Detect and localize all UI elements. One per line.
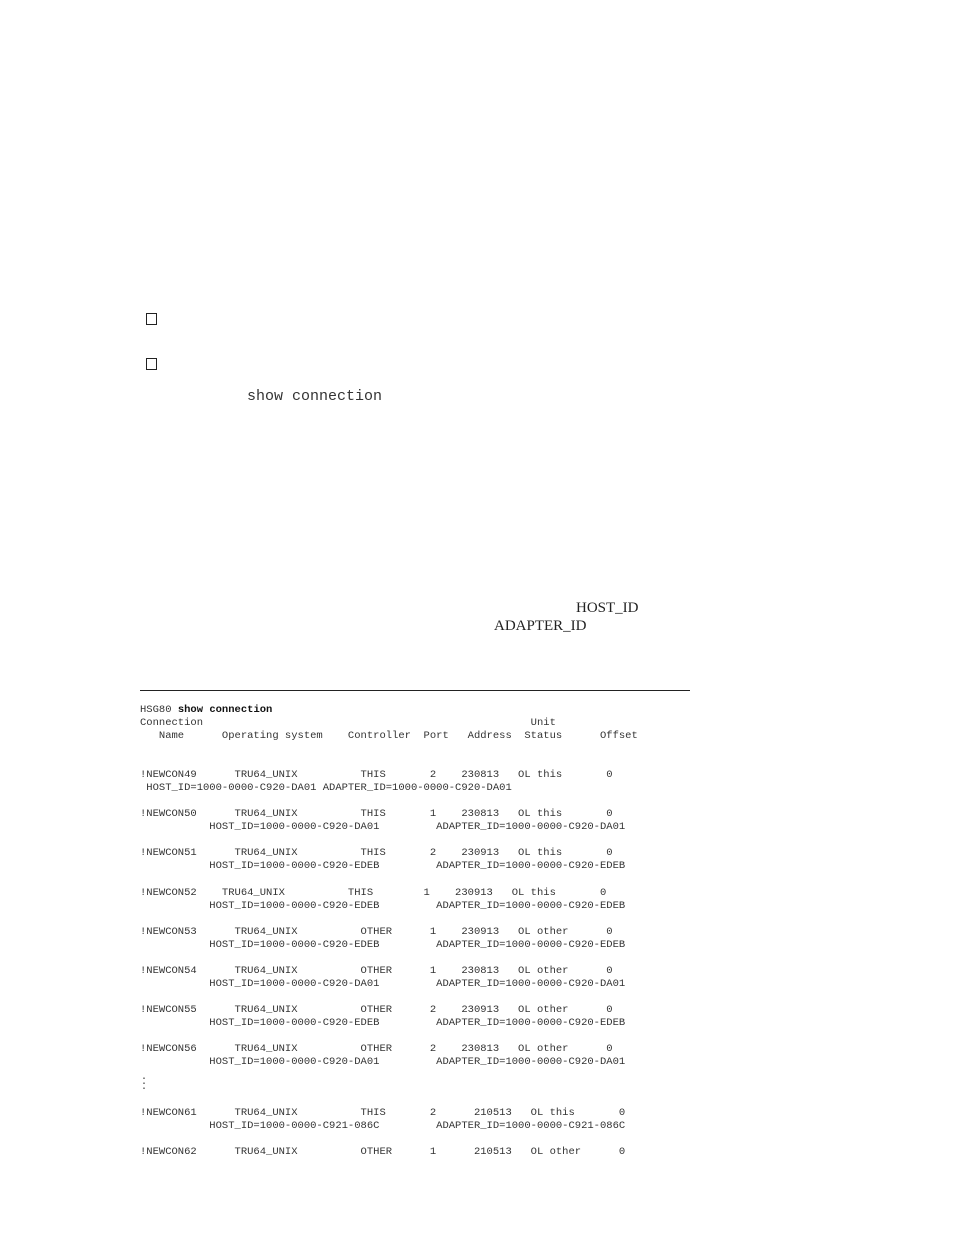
listing-command: show connection xyxy=(177,704,273,716)
table-row: !NEWCON51 TRU64_UNIX THIS 2 230913 OL this 0 HOST_ID=1000-0000-C920-EDEB ADAPTER_ID=1000-0000-C920-EDEB xyxy=(140,847,626,872)
checkbox-square-1 xyxy=(146,313,157,325)
ellipsis-dots: . . . xyxy=(141,1072,148,1093)
table-row: !NEWCON61 TRU64_UNIX THIS 2 210513 OL this 0 HOST_ID=1000-0000-C921-086C ADAPTER_ID=1000-0000-C921-086C xyxy=(140,1107,626,1132)
host-id-label: HOST_ID xyxy=(576,600,639,616)
listing-header-line-1: Connection Unit xyxy=(140,717,556,729)
adapter-id-label: ADAPTER_ID xyxy=(494,618,587,634)
checkbox-square-2 xyxy=(146,358,157,370)
table-row: !NEWCON55 TRU64_UNIX OTHER 2 230913 OL other 0 HOST_ID=1000-0000-C920-EDEB ADAPTER_ID=1000-0000-C920-EDEB xyxy=(140,1004,626,1029)
listing-command-line xyxy=(140,704,272,717)
example-rule xyxy=(140,690,690,691)
listing-header-line-2: Name Operating system Controller Port Address Status Offset xyxy=(140,730,638,742)
table-row: !NEWCON49 TRU64_UNIX THIS 2 230813 OL this 0 HOST_ID=1000-0000-C920-DA01 ADAPTER_ID=1000-0000-C920-DA01 xyxy=(140,769,613,794)
table-row: !NEWCON62 TRU64_UNIX OTHER 1 210513 OL other 0 xyxy=(140,1146,626,1158)
command-show-connection: show connection xyxy=(247,388,383,405)
table-row: !NEWCON54 TRU64_UNIX OTHER 1 230813 OL other 0 HOST_ID=1000-0000-C920-DA01 ADAPTER_ID=1000-0000-C920-DA01 xyxy=(140,965,626,990)
table-row: !NEWCON52 TRU64_UNIX THIS 1 230913 OL this 0 HOST_ID=1000-0000-C920-EDEB ADAPTER_ID=1000-0000-C920-EDEB xyxy=(140,887,626,912)
table-row: !NEWCON56 TRU64_UNIX OTHER 2 230813 OL other 0 HOST_ID=1000-0000-C920-DA01 ADAPTER_ID=1000-0000-C920-DA01 xyxy=(140,1043,626,1068)
listing-prompt: HSG80 xyxy=(140,704,172,716)
table-row: !NEWCON53 TRU64_UNIX OTHER 1 230913 OL other 0 HOST_ID=1000-0000-C920-EDEB ADAPTER_ID=1000-0000-C920-EDEB xyxy=(140,926,626,951)
table-row: !NEWCON50 TRU64_UNIX THIS 1 230813 OL this 0 HOST_ID=1000-0000-C920-DA01 ADAPTER_ID=1000-0000-C920-DA01 xyxy=(140,808,626,833)
